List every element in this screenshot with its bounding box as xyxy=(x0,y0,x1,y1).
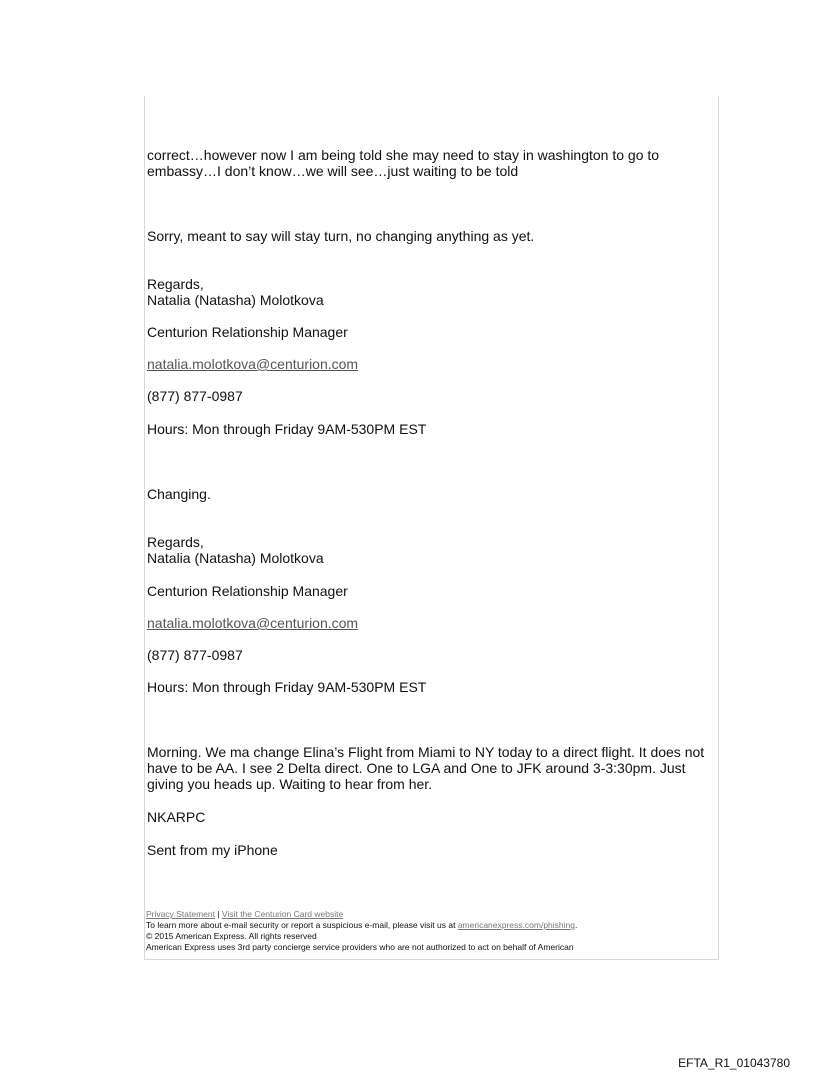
signature-title: Centurion Relationship Manager xyxy=(147,583,348,599)
centurion-website-link[interactable]: Visit the Centurion Card website xyxy=(221,909,344,919)
message-paragraph: Sent from my iPhone xyxy=(147,842,278,858)
signature-hours: Hours: Mon through Friday 9AM-530PM EST xyxy=(147,679,427,695)
phishing-link[interactable]: americanexpress.com/phishing xyxy=(457,920,575,930)
signature-email-link[interactable]: natalia.molotkova@centurion.com xyxy=(147,615,359,631)
signature-email-link[interactable]: natalia.molotkova@centurion.com xyxy=(147,356,359,372)
document-id: EFTA_R1_01043780 xyxy=(678,1056,790,1070)
signature-title: Centurion Relationship Manager xyxy=(147,324,348,340)
message-paragraph: NKARPC xyxy=(147,809,206,825)
footer-links-row xyxy=(146,909,343,919)
footer-disclaimer: American Express uses 3rd party concierge service providers who are not authorized to act on behalf of American xyxy=(146,942,574,952)
message-paragraph: Sorry, meant to say will stay turn, no changing anything as yet. xyxy=(147,228,535,244)
email-body-frame xyxy=(144,96,719,960)
signature-regards: Regards, xyxy=(147,534,204,550)
signature-phone: (877) 877-0987 xyxy=(147,388,243,404)
footer-security-line xyxy=(146,920,577,930)
privacy-statement-link[interactable]: Privacy Statement xyxy=(146,909,215,919)
signature-hours: Hours: Mon through Friday 9AM-530PM EST xyxy=(147,421,427,437)
footer-security-text: To learn more about e-mail security or report a suspicious e-mail, please visit us at xyxy=(146,920,458,930)
footer-period: . xyxy=(574,920,578,930)
footer-separator: | xyxy=(214,909,222,919)
footer-copyright: © 2015 American Express. All rights reserved xyxy=(146,931,317,941)
message-paragraph: Changing. xyxy=(147,486,211,502)
signature-regards: Regards, xyxy=(147,276,204,292)
signature-name: Natalia (Natasha) Molotkova xyxy=(147,550,324,566)
signature-name: Natalia (Natasha) Molotkova xyxy=(147,292,324,308)
signature-phone: (877) 877-0987 xyxy=(147,647,243,663)
message-paragraph: correct…however now I am being told she may need to stay in washington to go to embassy…I don’t know…we will see…just waiting to be told xyxy=(147,147,660,179)
message-paragraph: Morning. We ma change Elina’s Flight from Miami to NY today to a direct flight. It does not have to be AA. I see 2 Delta direct. One to LGA and One to JFK around 3-3:30pm. Just giving you heads up. Waiting to hear from her. xyxy=(147,744,705,792)
